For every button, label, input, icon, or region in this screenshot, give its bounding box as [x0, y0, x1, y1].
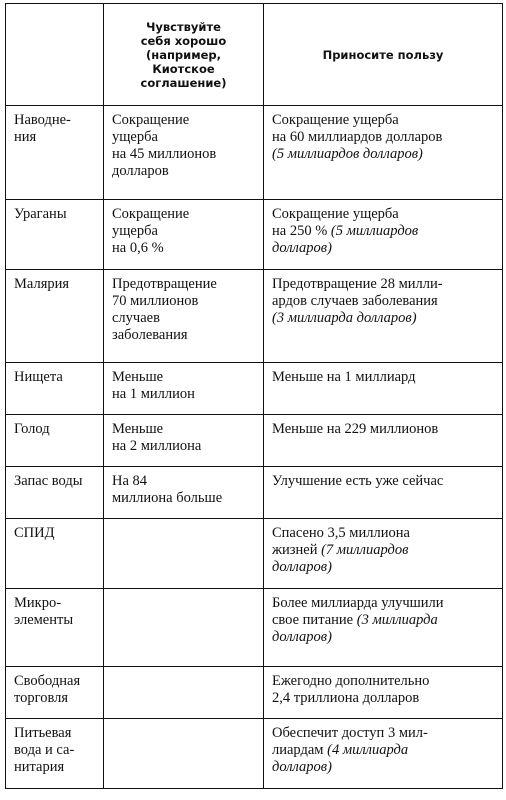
benefit-text: Сокращение ущерба на 60 миллиардов долларов [272, 112, 443, 145]
problem-cell: Ураганы [6, 200, 104, 270]
benefit-cell: Меньше на 1 миллиард [264, 363, 503, 415]
header-cell-feel-good: Чувствуйте себя хорошо (например, Киотское соглашение) [104, 4, 264, 106]
benefit-cell [264, 589, 503, 667]
feel-good-cell [104, 589, 264, 667]
table-row [6, 106, 503, 200]
table-row [6, 200, 503, 270]
feel-good-cell: Сокращение ущерба на 0,6 % [104, 200, 264, 270]
benefit-text: Более миллиарда улучшили свое питание [272, 595, 444, 628]
problem-cell: Питьевая вода и са- нитария [6, 719, 104, 789]
benefit-cell: Меньше на 229 миллионов [264, 415, 503, 467]
problem-cell: Голод [6, 415, 104, 467]
header-cell-benefit: Приносите пользу [264, 4, 503, 106]
benefit-text: Предотвращение 28 милли- ардов случаев заболевания [272, 276, 443, 309]
benefit-cost: (4 миллиарда долларов) [272, 742, 409, 775]
feel-good-cell: Меньше на 1 миллион [104, 363, 264, 415]
benefit-cell [264, 519, 503, 589]
comparison-table [5, 3, 503, 789]
feel-good-cell: На 84 миллиона больше [104, 467, 264, 519]
table-row [6, 667, 503, 719]
feel-good-cell [104, 719, 264, 789]
table-row [6, 363, 503, 415]
problem-cell: Наводне- ния [6, 106, 104, 200]
problem-cell: СПИД [6, 519, 104, 589]
benefit-cost: (5 миллиардов долларов) [272, 146, 423, 162]
table-row [6, 589, 503, 667]
benefit-cell [264, 106, 503, 200]
table-row [6, 270, 503, 363]
feel-good-cell: Сокращение ущерба на 45 миллионов долларов [104, 106, 264, 200]
benefit-cell [264, 200, 503, 270]
benefit-cell: Ежегодно дополнительно 2,4 триллиона долларов [264, 667, 503, 719]
feel-good-cell [104, 667, 264, 719]
problem-cell: Микро- элементы [6, 589, 104, 667]
table-row [6, 519, 503, 589]
feel-good-cell [104, 519, 264, 589]
problem-cell: Малярия [6, 270, 104, 363]
table-row [6, 415, 503, 467]
problem-cell: Нищета [6, 363, 104, 415]
benefit-text: Обеспечит доступ 3 мил- лиардам [272, 725, 428, 758]
table-row [6, 719, 503, 789]
benefit-cost: (3 миллиарда долларов) [272, 612, 438, 645]
header-cell-problem [6, 4, 104, 106]
benefit-cost: (3 миллиарда долларов) [272, 310, 417, 326]
header-row [6, 4, 503, 106]
benefit-cost: (7 миллиардов долларов) [272, 542, 409, 575]
feel-good-cell: Предотвращение 70 миллионов случаев заболевания [104, 270, 264, 363]
benefit-cell [264, 270, 503, 363]
problem-cell: Свободная торговля [6, 667, 104, 719]
benefit-text: Сокращение ущерба на 250 % [272, 206, 399, 239]
table-row [6, 467, 503, 519]
benefit-cell [264, 719, 503, 789]
benefit-text: Спасено 3,5 миллиона жизней [272, 525, 410, 558]
problem-cell: Запас воды [6, 467, 104, 519]
benefit-cost: (5 миллиардов долларов) [272, 223, 419, 256]
feel-good-cell: Меньше на 2 миллиона [104, 415, 264, 467]
benefit-cell: Улучшение есть уже сейчас [264, 467, 503, 519]
